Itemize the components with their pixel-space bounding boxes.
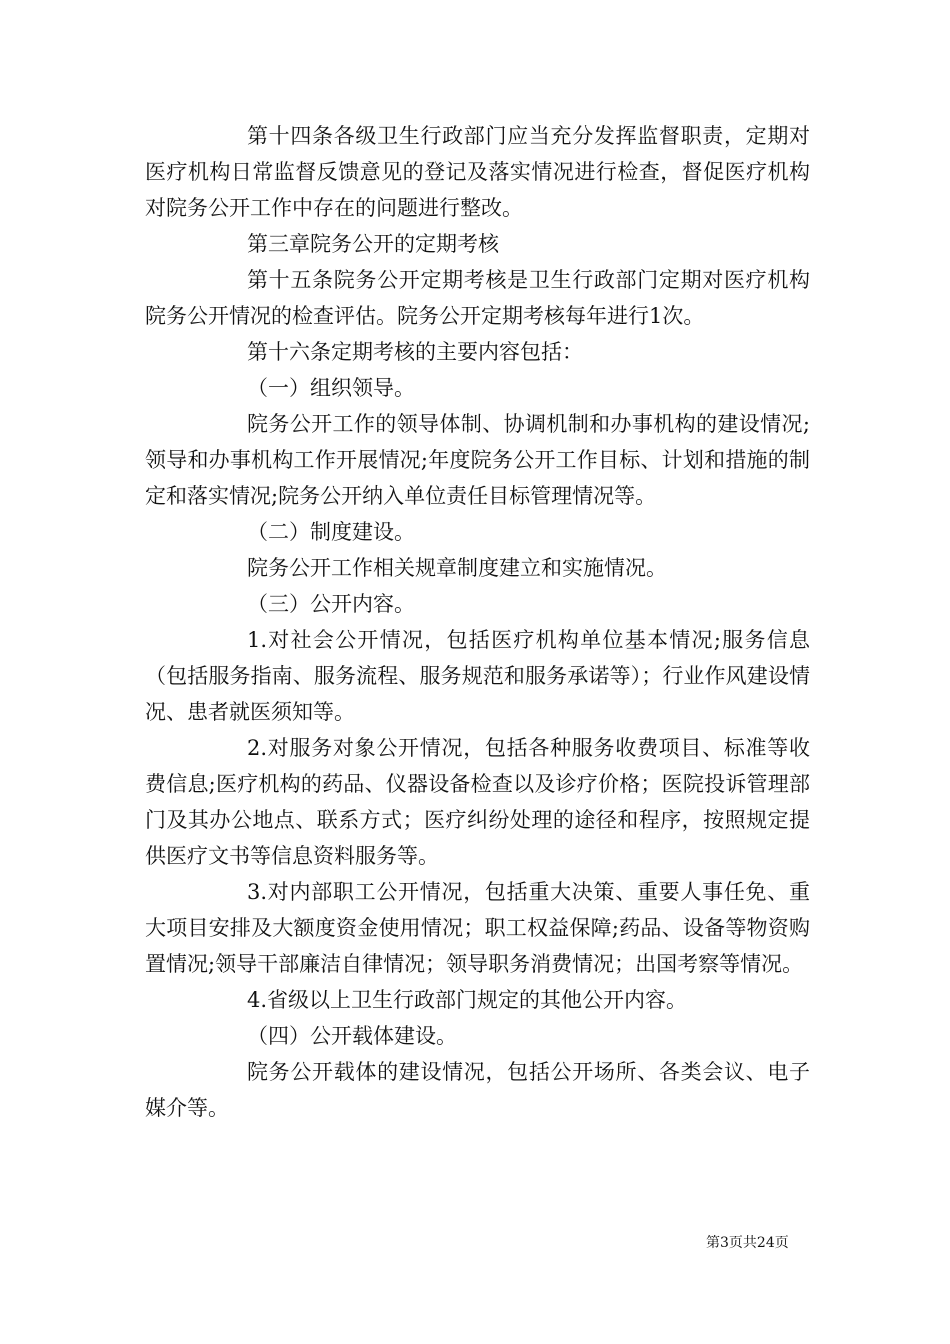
chapter-heading: 第三章院务公开的定期考核 <box>247 232 499 256</box>
section-heading-4: （四）公开载体建设。 <box>247 1024 457 1048</box>
section-heading-1: （一）组织领导。 <box>247 376 415 400</box>
document-body <box>145 118 810 1126</box>
list-item-2: 2.对服务对象公开情况，包括各种服务收费项目、标准等收费信息;医疗机构的药品、仪器设备检查以及诊疗价格；医院投诉管理部门及其办公地点、联系方式；医疗纠纷处理的途径和程序，按照规定提供医疗文书等信息资料服务等。 <box>145 736 810 868</box>
list-item-1: 1.对社会公开情况，包括医疗机构单位基本情况;服务信息（包括服务指南、服务流程、服务规范和服务承诺等）；行业作风建设情况、患者就医须知等。 <box>145 628 810 724</box>
list-item-3: 3.对内部职工公开情况，包括重大决策、重要人事任免、重大项目安排及大额度资金使用情况；职工权益保障;药品、设备等物资购置情况;领导干部廉洁自律情况；领导职务消费情况；出国考察等情况。 <box>145 880 810 976</box>
paragraph-carrier: 院务公开载体的建设情况，包括公开场所、各类会议、电子媒介等。 <box>145 1060 810 1120</box>
section-heading-3: （三）公开内容。 <box>247 592 415 616</box>
list-item-4: 4.省级以上卫生行政部门规定的其他公开内容。 <box>247 988 688 1012</box>
paragraph-system: 院务公开工作相关规章制度建立和实施情况。 <box>247 556 667 580</box>
paragraph-leadership: 院务公开工作的领导体制、协调机制和办事机构的建设情况;领导和办事机构工作开展情况;年度院务公开工作目标、计划和措施的制定和落实情况;院务公开纳入单位责任目标管理情况等。 <box>145 412 810 508</box>
paragraph-article-16: 第十六条定期考核的主要内容包括： <box>247 340 583 364</box>
paragraph-article-14: 第十四条各级卫生行政部门应当充分发挥监督职责，定期对医疗机构日常监督反馈意见的登记及落实情况进行检查，督促医疗机构对院务公开工作中存在的问题进行整改。 <box>145 124 810 220</box>
page-number: 第3页共24页 <box>706 1235 789 1251</box>
paragraph-article-15: 第十五条院务公开定期考核是卫生行政部门定期对医疗机构院务公开情况的检查评估。院务公开定期考核每年进行1次。 <box>145 268 810 328</box>
section-heading-2: （二）制度建设。 <box>247 520 415 544</box>
